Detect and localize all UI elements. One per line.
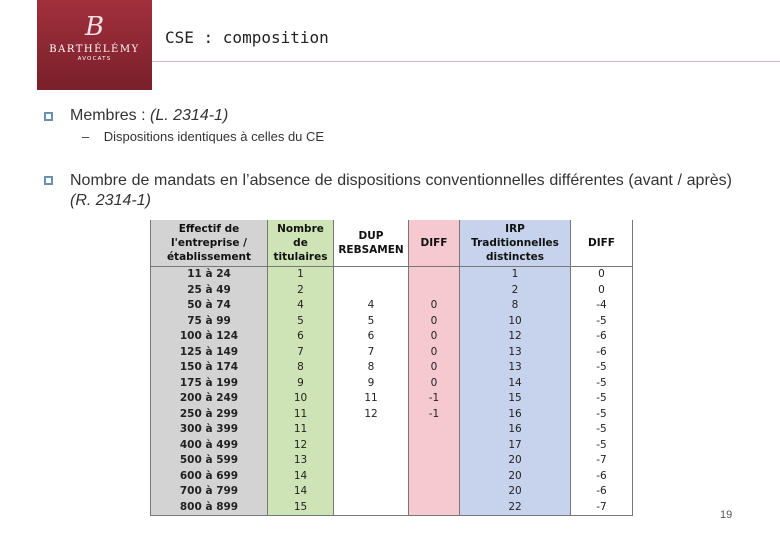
bullet-text: Membres : (70, 107, 151, 124)
cell-effectif: 125 à 149 (151, 345, 268, 361)
cell-irp: 13 (460, 360, 571, 376)
table-row (151, 267, 633, 283)
table-row (151, 391, 633, 407)
table-row (151, 376, 633, 392)
table-row (151, 360, 633, 376)
bullet-text: Nombre de mandats en l’absence de dispositions conventionnelles différentes (avant / après) (70, 172, 732, 189)
checkbox-bullet-icon (44, 112, 53, 121)
cell-diff-dup: -1 (409, 407, 460, 423)
cell-dup: 11 (334, 391, 409, 407)
cell-dup: 7 (334, 345, 409, 361)
cell-nombre: 10 (268, 391, 334, 407)
cell-irp: 16 (460, 407, 571, 423)
cell-effectif: 150 à 174 (151, 360, 268, 376)
cell-effectif: 500 à 599 (151, 453, 268, 469)
cell-dup (334, 438, 409, 454)
cell-diff-dup (409, 422, 460, 438)
table-row (151, 484, 633, 500)
table-row (151, 298, 633, 314)
dash-marker: – (82, 129, 90, 144)
checkbox-bullet-icon (44, 176, 53, 185)
cell-diff-dup (409, 267, 460, 283)
cell-nombre: 7 (268, 345, 334, 361)
cell-irp: 17 (460, 438, 571, 454)
cell-nombre: 15 (268, 500, 334, 516)
table-row (151, 500, 633, 516)
bullet-membres (70, 107, 228, 125)
cell-nombre: 8 (268, 360, 334, 376)
header-nombre-titulaires: Nombre de titulaires (268, 220, 334, 267)
cell-dup (334, 283, 409, 299)
cell-nombre: 14 (268, 484, 334, 500)
logo-monogram: B (84, 12, 105, 42)
cell-dup (334, 453, 409, 469)
cell-irp: 20 (460, 469, 571, 485)
table-row (151, 283, 633, 299)
header-irp: IRP Traditionnelles distinctes (460, 220, 571, 267)
cell-diff-dup (409, 283, 460, 299)
cell-diff-irp: -5 (571, 407, 633, 423)
cell-irp: 12 (460, 329, 571, 345)
sub-bullet (82, 129, 324, 144)
cell-diff-irp: -6 (571, 345, 633, 361)
cell-diff-irp: -5 (571, 376, 633, 392)
cell-diff-irp: 0 (571, 283, 633, 299)
cell-effectif: 175 à 199 (151, 376, 268, 392)
cell-dup (334, 267, 409, 283)
header-diff-dup: DIFF (409, 220, 460, 267)
cell-diff-dup (409, 438, 460, 454)
cell-irp: 22 (460, 500, 571, 516)
cell-diff-dup (409, 484, 460, 500)
cell-irp: 14 (460, 376, 571, 392)
cell-irp: 2 (460, 283, 571, 299)
cell-diff-irp: -5 (571, 422, 633, 438)
cell-dup (334, 500, 409, 516)
logo-subtitle: AVOCATS (77, 56, 112, 62)
header-effectif: Effectif de l'entreprise / établissement (151, 220, 268, 267)
table-header-row (151, 220, 633, 267)
cell-nombre: 14 (268, 469, 334, 485)
mandates-table (150, 220, 633, 516)
cell-nombre: 1 (268, 267, 334, 283)
cell-nombre: 11 (268, 407, 334, 423)
cell-nombre: 12 (268, 438, 334, 454)
cell-effectif: 800 à 899 (151, 500, 268, 516)
cell-diff-dup (409, 453, 460, 469)
cell-irp: 20 (460, 453, 571, 469)
cell-nombre: 6 (268, 329, 334, 345)
cell-dup: 9 (334, 376, 409, 392)
table-row (151, 453, 633, 469)
bullet-mandats (70, 171, 732, 211)
cell-irp: 13 (460, 345, 571, 361)
brand-logo (37, 0, 152, 90)
cell-diff-irp: -5 (571, 314, 633, 330)
page-number: 19 (720, 509, 733, 521)
table-row (151, 407, 633, 423)
cell-diff-dup: 0 (409, 376, 460, 392)
logo-name: BARTHÉLÉMY (49, 44, 140, 55)
legal-reference: (R. 2314-1) (70, 192, 151, 209)
cell-diff-dup (409, 500, 460, 516)
cell-irp: 20 (460, 484, 571, 500)
cell-diff-irp: -7 (571, 500, 633, 516)
cell-diff-irp: -4 (571, 298, 633, 314)
cell-effectif: 250 à 299 (151, 407, 268, 423)
cell-dup: 12 (334, 407, 409, 423)
cell-diff-irp: -7 (571, 453, 633, 469)
cell-diff-dup: 0 (409, 329, 460, 345)
cell-diff-irp: -5 (571, 391, 633, 407)
cell-effectif: 200 à 249 (151, 391, 268, 407)
legal-reference: (L. 2314-1) (150, 107, 229, 124)
header-dup-rebsamen: DUP REBSAMEN (334, 220, 409, 267)
cell-diff-dup: 0 (409, 314, 460, 330)
cell-diff-dup (409, 469, 460, 485)
cell-diff-dup: 0 (409, 360, 460, 376)
cell-nombre: 2 (268, 283, 334, 299)
cell-diff-irp: -5 (571, 438, 633, 454)
cell-dup: 5 (334, 314, 409, 330)
cell-dup: 4 (334, 298, 409, 314)
sub-bullet-text: Dispositions identiques à celles du CE (103, 129, 325, 144)
cell-nombre: 9 (268, 376, 334, 392)
cell-nombre: 11 (268, 422, 334, 438)
cell-dup (334, 469, 409, 485)
cell-effectif: 400 à 499 (151, 438, 268, 454)
cell-effectif: 25 à 49 (151, 283, 268, 299)
cell-effectif: 50 à 74 (151, 298, 268, 314)
cell-dup: 6 (334, 329, 409, 345)
cell-diff-irp: -6 (571, 329, 633, 345)
cell-diff-irp: -6 (571, 469, 633, 485)
table-row (151, 438, 633, 454)
cell-irp: 16 (460, 422, 571, 438)
cell-irp: 10 (460, 314, 571, 330)
cell-diff-irp: 0 (571, 267, 633, 283)
cell-diff-dup: -1 (409, 391, 460, 407)
cell-nombre: 4 (268, 298, 334, 314)
table-row (151, 469, 633, 485)
title-divider (152, 61, 780, 62)
cell-nombre: 13 (268, 453, 334, 469)
cell-diff-dup: 0 (409, 298, 460, 314)
cell-irp: 1 (460, 267, 571, 283)
slide-title: CSE : composition (165, 28, 329, 47)
cell-effectif: 300 à 399 (151, 422, 268, 438)
table-row (151, 345, 633, 361)
cell-dup (334, 484, 409, 500)
cell-effectif: 100 à 124 (151, 329, 268, 345)
cell-diff-irp: -5 (571, 360, 633, 376)
header-diff-irp: DIFF (571, 220, 633, 267)
cell-dup (334, 422, 409, 438)
cell-irp: 15 (460, 391, 571, 407)
cell-effectif: 600 à 699 (151, 469, 268, 485)
table-row (151, 422, 633, 438)
cell-effectif: 700 à 799 (151, 484, 268, 500)
cell-effectif: 75 à 99 (151, 314, 268, 330)
table-row (151, 329, 633, 345)
cell-diff-irp: -6 (571, 484, 633, 500)
cell-dup: 8 (334, 360, 409, 376)
cell-nombre: 5 (268, 314, 334, 330)
cell-irp: 8 (460, 298, 571, 314)
table-row (151, 314, 633, 330)
cell-diff-dup: 0 (409, 345, 460, 361)
cell-effectif: 11 à 24 (151, 267, 268, 283)
